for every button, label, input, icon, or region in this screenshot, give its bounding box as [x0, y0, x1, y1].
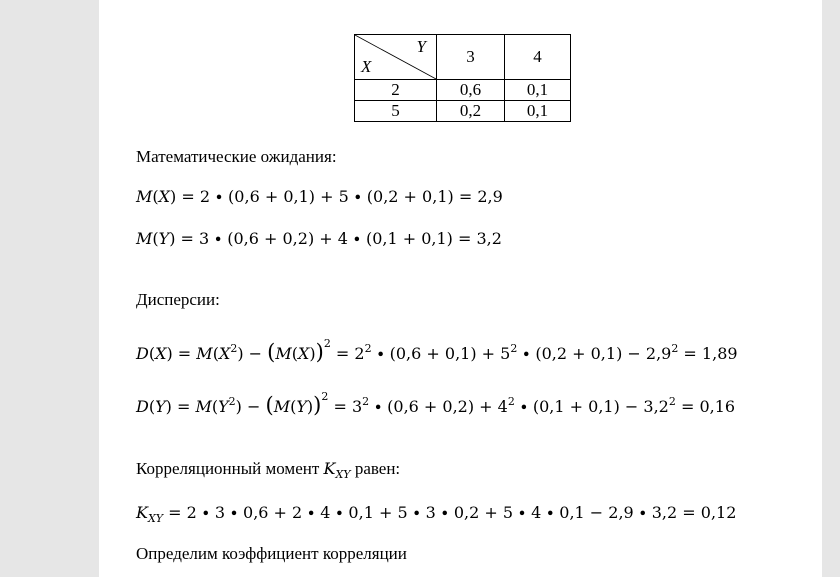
distribution-table [354, 34, 571, 122]
formula-my: M(Y) = 3 ∙ (0,6 + 0,2) + 4 ∙ (0,1 + 0,1) = 3,2 [136, 229, 502, 248]
formula-dx-part1: ∙ (0,6 + 0,1) + 5 [371, 344, 511, 363]
table-row [355, 80, 571, 101]
row-header: 2 [355, 80, 437, 101]
heading-prefix: Корреляционный момент [136, 459, 324, 478]
table-corner-cell [355, 35, 437, 80]
table-row [355, 101, 571, 122]
formula-dy-part1: ∙ (0,6 + 0,2) + 4 [369, 397, 508, 416]
table-cell: 0,6 [437, 80, 505, 101]
row-header: 5 [355, 101, 437, 122]
formula-mx-rhs: = 2 ∙ (0,6 + 0,1) + 5 ∙ (0,2 + 0,1) = 2,9 [176, 187, 503, 206]
variances-heading: Дисперсии: [136, 290, 220, 309]
formula-dx-result: = 1,89 [678, 344, 738, 363]
correlation-coef-heading: Определим коэффициент корреляции [136, 544, 407, 563]
x-header-label: X [361, 57, 372, 76]
expectations-heading: Математические ожидания: [136, 147, 337, 166]
formula-dx: $D(X) = M(X^2) - (M(X))^2 = 2^2 \cdot (0,6 + 0,1) + 5^2 \cdot (0,2 + 0,1) - 2,9^2 = 1,89$ [136, 337, 738, 364]
formula-dx-part2: ∙ (0,2 + 0,1) − 2,9 [517, 344, 672, 363]
table-header-row [355, 35, 571, 80]
y-header-label: Y [416, 37, 426, 56]
formula-dy-part2: ∙ (0,1 + 0,1) − 3,2 [514, 397, 669, 416]
correlation-moment-heading: Корреляционный момент $K_{XY}$ равен: [136, 459, 401, 481]
heading-suffix: равен: [350, 459, 401, 478]
table-cell: 0,2 [437, 101, 505, 122]
formula-kxy-rhs: = 2 ∙ 3 ∙ 0,6 + 2 ∙ 4 ∙ 0,1 + 5 ∙ 3 ∙ 0,2 + 5 ∙ 4 ∙ 0,1 − 2,9 ∙ 3,2 = 0,12 [163, 503, 737, 522]
formula-dy: $D(Y) = M(Y^2) - (M(Y))^2 = 3^2 \cdot (0,6 + 0,2) + 4^2 \cdot (0,1 + 0,1) - 3,2^2 = 0,16$ [136, 390, 736, 417]
formula-my-rhs: = 3 ∙ (0,6 + 0,2) + 4 ∙ (0,1 + 0,1) = 3,2 [175, 229, 502, 248]
formula-dy-result: = 0,16 [675, 397, 736, 416]
formula-mx: M(X) = 2 ∙ (0,6 + 0,1) + 5 ∙ (0,2 + 0,1) = 2,9 [136, 187, 503, 206]
table-cell: 0,1 [505, 101, 571, 122]
document-page [99, 0, 822, 577]
table-cell: 0,1 [505, 80, 571, 101]
column-header: 3 [437, 35, 505, 80]
column-header: 4 [505, 35, 571, 80]
formula-kxy: $K_{XY} = 2 \cdot 3 \cdot 0,6 + 2 \cdot 4 \cdot 0,1 + 5 \cdot 3 \cdot 0,2 + 5 \cdot 4 \cdot 0,1 - 2,9 \cdot 3,2 = 0,12$ [136, 503, 737, 525]
